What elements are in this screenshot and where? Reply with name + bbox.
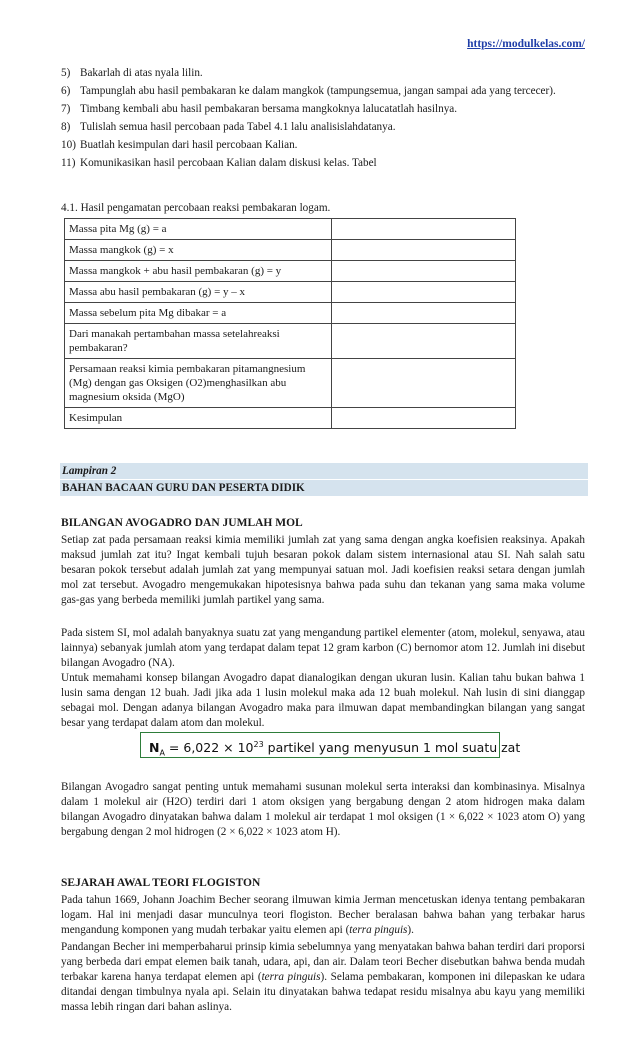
step-text: Komunikasikan hasil percobaan Kalian dalam diskusi kelas. Tabel xyxy=(80,157,377,169)
procedure-steps xyxy=(61,66,591,174)
table-cell-value[interactable] xyxy=(332,219,516,240)
step-text: Buatlah kesimpulan dari hasil percobaan Kalian. xyxy=(80,139,298,151)
step-text: Tampunglah abu hasil pembakaran ke dalam mangkok (tampungsemua, jangan sampai ada yang tercecer). xyxy=(80,85,556,97)
procedure-step xyxy=(61,66,591,81)
step-number: 6) xyxy=(61,85,71,97)
step-text: Bakarlah di atas nyala lilin. xyxy=(80,67,203,79)
step-text: Timbang kembali abu hasil pembakaran bersama mangkoknya lalucatatlah hasilnya. xyxy=(80,103,458,115)
section-title-flogiston: SEJARAH AWAL TEORI FLOGISTON xyxy=(61,877,261,889)
table-row xyxy=(65,324,516,359)
step-number: 7) xyxy=(61,103,71,115)
text-italic: terra pinguis xyxy=(261,970,321,983)
table-row xyxy=(65,359,516,408)
paragraph: Bilangan Avogadro sangat penting untuk memahami susunan molekul serta interaksi dan kombinasinya. Misalnya dalam 1 molekul air (H2O) terdiri dari 1 atom oksigen yang bergabung dengan 2 atom hidrogen maka dalam bilangan Avogadro dinyatakan bahwa dalam 1 molekul air terdapat 1 mol oksigen (1 × 6,022 × 1023 atom O) yang bergabung dengan 2 mol hidrogen (2 × 6,022 × 1023 atom H). xyxy=(61,781,585,838)
table-cell-label: Massa mangkok + abu hasil pembakaran (g) = y xyxy=(65,261,332,282)
appendix-title: BAHAN BACAAN GURU DAN PESERTA DIDIK xyxy=(60,480,588,496)
formula-subscript: A xyxy=(159,748,165,758)
table-cell-value[interactable] xyxy=(332,408,516,429)
table-cell-label: Kesimpulan xyxy=(65,408,332,429)
table-cell-label: Massa abu hasil pembakaran (g) = y – x xyxy=(65,282,332,303)
paragraph: Untuk memahami konsep bilangan Avogadro dapat dianalogikan dengan ukuran lusin. Kalian tahu bukan bahwa 1 lusin sama dengan 12 buah. Jadi jika ada 1 lusin molekul maka ada 12 buah molekul. Nah lusin di sini dianggap sebagai mol. Dengan adanya bilangan Avogadro maka para ilmuwan dapat membandingkan bilangan yang sangat besar yang terdapat dalam atom dan molekul. xyxy=(61,672,585,729)
formula-exponent: 23 xyxy=(253,740,264,749)
procedure-step xyxy=(61,156,591,171)
paragraph: Setiap zat pada persamaan reaksi kimia memiliki jumlah zat yang sama dengan angka koefisien reaksinya. Apakah maksud jumlah zat itu? Ingat kembali tujuh besaran pokok dalam sistem internasional atau SI. Nah salah satu besaran pokok tersebut adalah jumlah zat yang mempunyai satuan mol. Jadi koefisien reaksi setara dengan jumlah mol zat tersebut. Avogadro mengemukakan hipotesisnya bahwa pada suhu dan tekanan yang sama maka volume gas-gas yang berbeda memiliki jumlah partikel yang sama. xyxy=(61,534,585,606)
procedure-step xyxy=(61,138,591,153)
table-row xyxy=(65,240,516,261)
procedure-step xyxy=(61,102,591,117)
table-cell-label: Massa pita Mg (g) = a xyxy=(65,219,332,240)
paragraph: Pada sistem SI, mol adalah banyaknya suatu zat yang mengandung partikel elementer (atom, molekul, senyawa, atau lainnya) sebanyak jumlah atom yang terdapat dalam tepat 12 gram karbon (C) bernomor atom 12. Jumlah ini disebut bilangan Avogadro (NA). xyxy=(61,627,585,669)
avogadro-formula-box xyxy=(140,732,521,758)
step-number: 10) xyxy=(61,139,76,151)
table-row xyxy=(65,282,516,303)
table-cell-value[interactable] xyxy=(332,282,516,303)
text-run: Pada tahun 1669, Johann Joachim Becher seorang ilmuwan kimia Jerman mencetuskan idenya tentang pembakaran logam. Hal ini menjadi dasar munculnya teori flogiston. Becher beralasan bahwa bahan yang terbakar harus mengandung komponen yang mudah terbakar yaitu elemen api ( xyxy=(61,894,585,936)
table-cell-label: Massa mangkok (g) = x xyxy=(65,240,332,261)
table-cell-value[interactable] xyxy=(332,261,516,282)
table-cell-label: Dari manakah pertambahan massa setelahreaksi pembakaran? xyxy=(65,324,332,359)
step-number: 8) xyxy=(61,121,71,133)
formula-text: partikel yang menyusun 1 mol suatu zat xyxy=(263,740,521,756)
step-text: Tulislah semua hasil percobaan pada Tabel 4.1 lalu analisislahdatanya. xyxy=(80,121,396,133)
text-run: ). xyxy=(407,923,414,936)
text-italic: terra pinguis xyxy=(349,923,408,936)
table-caption: 4.1. Hasil pengamatan percobaan reaksi pembakaran logam. xyxy=(61,202,331,214)
procedure-step xyxy=(61,120,591,135)
table-row xyxy=(65,303,516,324)
formula-equation: = 6,022 × 10 xyxy=(164,740,254,756)
text-run: ). Selama pembakaran, komponen ini dilepaskan ke udara ditandai dengan timbulnya nyala api. Selain itu dinyatakan bahwa tedapat residu misalnya abu kayu yang memiliki massa lebih ringan dari bahan aslinya. xyxy=(61,970,585,1013)
header-url-link[interactable]: https://modulkelas.com/ xyxy=(467,38,585,50)
section-title-avogadro: BILANGAN AVOGADRO DAN JUMLAH MOL xyxy=(61,517,303,529)
table-cell-value[interactable] xyxy=(332,303,516,324)
table-cell-value[interactable] xyxy=(332,359,516,408)
table-cell-value[interactable] xyxy=(332,324,516,359)
step-number: 11) xyxy=(61,157,76,169)
appendix-label: Lampiran 2 xyxy=(60,463,588,479)
table-row xyxy=(65,261,516,282)
table-cell-label: Persamaan reaksi kimia pembakaran pitamangnesium (Mg) dengan gas Oksigen (O2)menghasilkan abu magnesium oksida (MgO) xyxy=(65,359,332,408)
table-cell-label: Massa sebelum pita Mg dibakar = a xyxy=(65,303,332,324)
table-row xyxy=(65,219,516,240)
table-cell-value[interactable] xyxy=(332,240,516,261)
paragraph xyxy=(61,940,585,1015)
observation-table xyxy=(64,218,516,429)
paragraph xyxy=(61,893,585,938)
table-row xyxy=(65,408,516,429)
text-run: Pandangan Becher ini memperbaharui prinsip kimia sebelumnya yang menyatakan bahwa bahan terdiri dari proporsi yang berbeda dari empat elemen baik tanah, udara, api, dan air. Dalam teori Becher disebutkan bahwa benda mudah terbakar karena hanya terdapat elemen api ( xyxy=(61,941,585,983)
step-number: 5) xyxy=(61,67,71,79)
procedure-step xyxy=(61,84,591,99)
formula-symbol: N xyxy=(149,740,160,756)
